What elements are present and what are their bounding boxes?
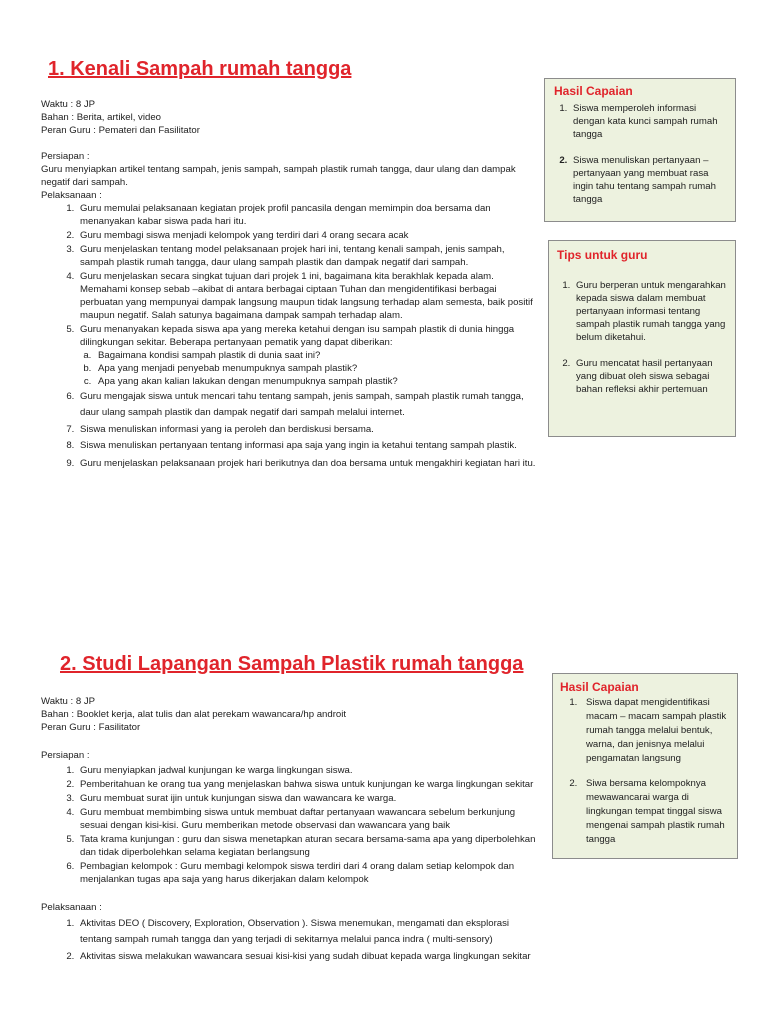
list-item: 9. Guru menjelaskan pelaksanaan projek hari berikutnya dan doa bersama untuk mengakhiri kegiatan hari itu.	[77, 456, 537, 472]
list-item: 6. Pembagian kelompok : Guru membagi kelompok siswa terdiri dari 4 orang dalam setiap kelompok dan menjalankan tugas apa saja yang harus dikerjakan dalam kelompok	[77, 860, 537, 886]
list-item: 3. Guru membuat surat ijin untuk kunjungan siswa dan wawancara ke warga.	[77, 792, 537, 805]
meta-bahan: Bahan : Berita, artikel, video	[41, 112, 161, 123]
pelaksanaan-list	[41, 202, 537, 472]
list-item: 2. Siswa menuliskan pertanyaan – pertanyaan yang membuat rasa ingin tahu tentang sampah rumah tangga	[570, 154, 727, 206]
tips-list	[557, 279, 727, 396]
tips-title: Tips untuk guru	[557, 248, 648, 262]
persiapan-text: Guru menyiapkan artikel tentang sampah, jenis sampah, sampah plastik rumah tangga, daur ulang dan dampak negatif dari sampah.	[41, 164, 516, 188]
list-item: 1. Guru berperan untuk mengarahkan kepada siswa dalam membuat pertanyaan informasi tentang sampah plastik rumah tangga yang belum diketahui.	[573, 279, 727, 344]
question-item: a. Bagaimana kondisi sampah plastik di dunia saat ini?	[94, 349, 537, 362]
pelaksanaan-list	[41, 916, 537, 965]
hasil-capaian-box-2	[552, 673, 738, 859]
hasil-capaian-title: Hasil Capaian	[554, 84, 633, 98]
list-item: 1. Guru menyiapkan jadwal kunjungan ke warga lingkungan siswa.	[77, 764, 537, 777]
question-list	[80, 349, 537, 388]
list-item: 8. Siswa menuliskan pertanyaan tentang informasi apa saja yang ingin ia ketahui tentang sampah plastik.	[77, 438, 537, 454]
list-item: 2. Guru mencatat hasil pertanyaan yang dibuat oleh siswa sebagai bahan refleksi akhir pertemuan	[573, 357, 727, 396]
meta-peran-guru: Peran Guru : Fasilitator	[41, 722, 141, 733]
hasil-capaian-title: Hasil Capaian	[560, 680, 639, 694]
meta-waktu: Waktu : 8 JP	[41, 99, 96, 110]
list-item: 2. Aktivitas siswa melakukan wawancara sesuai kisi-kisi yang sudah dibuat kepada warga lingkungan sekitar	[77, 949, 537, 965]
meta-bahan: Bahan : Booklet kerja, alat tulis dan alat perekam wawancara/hp androit	[41, 709, 347, 720]
list-item: 1. Guru memulai pelaksanaan kegiatan projek profil pancasila dengan memimpin doa bersama dan menanyakan kabar siswa pada hari itu.	[77, 202, 537, 228]
hasil-capaian-list	[554, 102, 727, 206]
tips-guru-box	[548, 240, 736, 437]
list-item: 1. Aktivitas DEO ( Discovery, Exploration, Observation ). Siswa menemukan, mengamati dan eksplorasi tentang sampah rumah tangga dan yang terjadi di sekitarnya melalui panca indra ( multi-sensory)	[77, 916, 537, 948]
list-item	[77, 323, 537, 388]
list-item: 1. Siswa memperoleh informasi dengan kata kunci sampah rumah tangga	[570, 102, 727, 141]
list-item: 2. Guru membagi siswa menjadi kelompok yang terdiri dari 4 orang secara acak	[77, 229, 537, 242]
list-item-text: Guru menanyakan kepada siswa apa yang mereka ketahui dengan isu sampah plastik di dunia hingga dilingkungan sekitar. Beberapa pertanyaan pematik yang dapat diberikan:	[80, 324, 515, 348]
list-item: 3. Guru menjelaskan tentang model pelaksanaan projek hari ini, tentang kenali sampah, jenis sampah, sampah plastik rumah tangga, daur ulang sampah plastik dan dampak negatif dari sampah.	[77, 243, 537, 269]
list-item: 2. Pemberitahuan ke orang tua yang menjelaskan bahwa siswa untuk kunjungan ke warga lingkungan sekitar	[77, 778, 537, 791]
section1-title: 1. Kenali Sampah rumah tangga	[48, 58, 352, 80]
question-item: c. Apa yang akan kalian lakukan dengan menumpuknya sampah plastik?	[94, 375, 537, 388]
list-item: 2. Siwa bersama kelompoknya mewawancarai warga di lingkungan tempat tinggal siswa mengenai sampah plastik rumah tangga	[580, 777, 729, 847]
pelaksanaan-label: Pelaksanaan :	[41, 190, 102, 201]
meta-peran-guru: Peran Guru : Pemateri dan Fasilitator	[41, 125, 200, 136]
list-item: 6. Guru mengajak siswa untuk mencari tahu tentang sampah, jenis sampah, sampah plastik rumah tangga, daur ulang sampah plastik dan dampak negatif dari sampah melalui internet.	[77, 389, 537, 421]
list-item: 1. Siswa dapat mengidentifikasi macam – macam sampah plastik rumah tangga melalui bentuk, warna, dan jenisnya melalui pengamatan langsung	[580, 696, 729, 766]
list-item: 7. Siswa menuliskan informasi yang ia peroleh dan berdiskusi bersama.	[77, 423, 537, 436]
list-item: 4. Guru membuat membimbing siswa untuk membuat daftar pertanyaan wawancara sebelum berkunjung sesuai dengan kisi-kisi. Guru memberikan metode observasi dan wawancara yang baik	[77, 806, 537, 832]
section2-title: 2. Studi Lapangan Sampah Plastik rumah tangga	[60, 653, 524, 675]
persiapan-label: Persiapan :	[41, 151, 90, 162]
section2-body	[41, 695, 537, 966]
question-item: b. Apa yang menjadi penyebab menumpuknya sampah plastik?	[94, 362, 537, 375]
list-item: 4. Guru menjelaskan secara singkat tujuan dari projek 1 ini, bagaimana kita berakhlak kepada alam. Memahami konsep sebab –akibat di antara berbagai ciptaan Tuhan dan mengidentifikasi berbagai perbuatan yang mempunyai dampak langsung maupun tidak langsung terhadap alam semesta, baik positif maupun negatif. Salah satunya bagaimana dampak sampah terhadap alam.	[77, 270, 537, 322]
persiapan-label: Persiapan :	[41, 750, 90, 761]
hasil-capaian-list	[560, 696, 729, 847]
list-item: 5. Tata krama kunjungan : guru dan siswa menetapkan aturan secara bersama-sama apa yang diperbolehkan dan tidak diperbolehkan selama kegiatan berlangsung	[77, 833, 537, 859]
meta-waktu: Waktu : 8 JP	[41, 696, 96, 707]
hasil-capaian-box-1	[544, 78, 736, 222]
pelaksanaan-label: Pelaksanaan :	[41, 902, 102, 913]
section1-body	[41, 98, 537, 473]
persiapan-list	[41, 764, 537, 886]
